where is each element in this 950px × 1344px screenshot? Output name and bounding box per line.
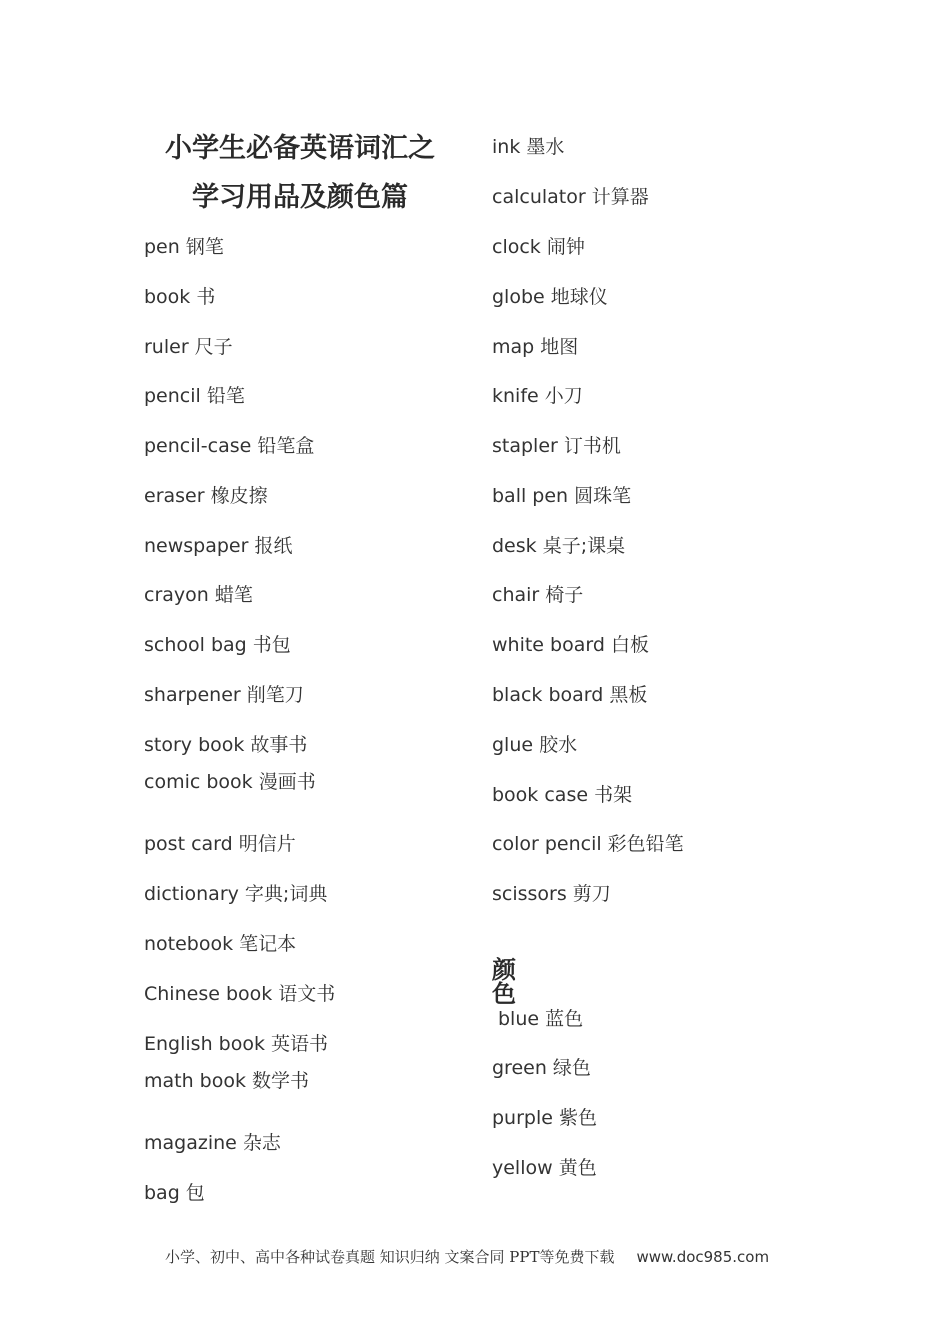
vocab-entry: scissors 剪刀 [492,883,611,905]
vocab-entry: stapler 订书机 [492,435,621,457]
vocab-entry: calculator 计算器 [492,186,649,208]
vocab-entry: magazine 杂志 [144,1132,281,1154]
vocab-entry: dictionary 字典;词典 [144,883,328,905]
vocab-entry: globe 地球仪 [492,286,608,308]
vocab-entry: comic book 漫画书 [144,771,316,793]
vocab-entry: chair 椅子 [492,584,584,606]
vocab-entry: pencil-case 铅笔盒 [144,435,315,457]
page-footer [165,1246,769,1267]
color-entry: purple 紫色 [492,1107,597,1129]
vocab-entry: glue 胶水 [492,734,578,756]
footer-text: 小学、初中、高中各种试卷真题 知识归纳 文案合同 PPT等免费下载 [165,1248,615,1266]
document-title-line-1: 小学生必备英语词汇之 [165,133,435,164]
color-entry: blue 蓝色 [498,1008,584,1030]
vocab-entry: ball pen 圆珠笔 [492,485,632,507]
vocab-entry: white board 白板 [492,634,649,656]
vocab-entry: Chinese book 语文书 [144,983,336,1005]
vocab-entry: pencil 铅笔 [144,385,245,407]
vocab-entry: English book 英语书 [144,1033,328,1055]
vocab-entry: book 书 [144,286,216,308]
vocab-entry: story book 故事书 [144,734,308,756]
document-title-line-2: 学习用品及颜色篇 [192,182,408,213]
vocab-entry: map 地图 [492,336,579,358]
vocab-entry: desk 桌子;课桌 [492,535,626,557]
color-entry: green 绿色 [492,1057,591,1079]
vocab-entry: sharpener 削笔刀 [144,684,304,706]
vocab-entry: math book 数学书 [144,1070,310,1092]
vocab-entry: eraser 橡皮擦 [144,485,268,507]
vocab-entry: pen 钢笔 [144,236,224,258]
vocab-entry: clock 闹钟 [492,236,585,258]
vocab-entry: school bag 书包 [144,634,291,656]
vocab-entry: post card 明信片 [144,833,296,855]
vocab-entry: book case 书架 [492,784,633,806]
vocab-entry: crayon 蜡笔 [144,584,253,606]
vocab-entry: ruler 尺子 [144,336,233,358]
footer-url-link[interactable]: www.doc985.com [636,1248,770,1266]
vocab-entry: newspaper 报纸 [144,535,293,557]
vocab-entry: bag 包 [144,1182,205,1204]
vocab-entry: color pencil 彩色铅笔 [492,833,684,855]
vocab-entry: black board 黑板 [492,684,648,706]
vocab-entry: knife 小刀 [492,385,583,407]
color-entry: yellow 黄色 [492,1157,597,1179]
vocab-entry: ink 墨水 [492,136,565,158]
vocab-entry: notebook 笔记本 [144,933,297,955]
colors-section-heading: 颜色 [492,956,516,1008]
